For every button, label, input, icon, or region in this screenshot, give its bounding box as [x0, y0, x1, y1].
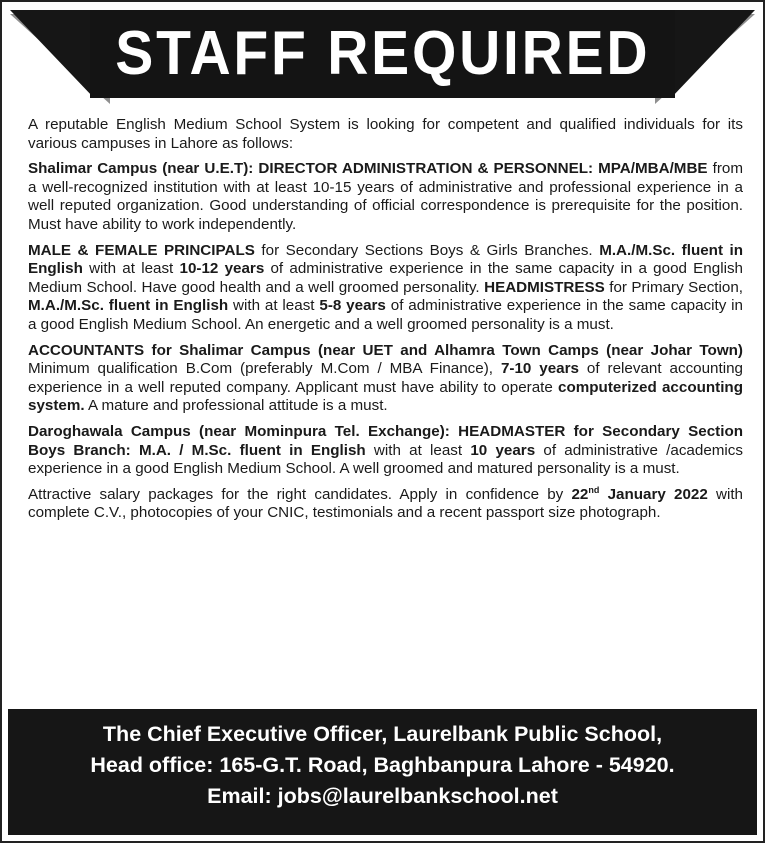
page-title: STAFF REQUIRED [114, 19, 651, 88]
intro-paragraph [28, 116, 743, 153]
accountants-text-2: of relevant accounting experience in a well reputed company. Applicant must have ability to operate [28, 360, 743, 396]
daroghawala-years: 10 years [470, 441, 536, 459]
apply-text-1: Attractive salary packages for the right candidates. Apply in confidence by [28, 485, 572, 503]
daroghawala-paragraph [28, 423, 743, 479]
principals-text-5: with at least [228, 297, 320, 315]
deadline-month-year: January 2022 [607, 485, 708, 503]
ad-body [28, 116, 743, 530]
footer-email: Email: jobs@laurelbankschool.net [207, 784, 558, 808]
deadline-day: 22 [571, 485, 589, 503]
accountants-system: computerized accounting system. [28, 378, 743, 415]
principals-text-3: of administrative experience in the same capacity in a good English Medium School. Have good health and a well groomed personality. [28, 260, 743, 296]
daroghawala-text-1: with at least [365, 441, 471, 459]
shalimar-text: from a well-recognized institution with at least 10-15 years of administrative and professional experience in a well reputed organization. Good understanding of official correspondence is prerequisite for the position. Must have ability to work independently. [28, 160, 743, 233]
banner-wedge-left [10, 10, 94, 98]
shalimar-heading: Shalimar Campus (near U.E.T): DIRECTOR ADMINISTRATION & PERSONNEL: MPA/MBA/MBE [28, 160, 708, 178]
accountants-years: 7-10 years [500, 360, 579, 378]
principals-text-2: with at least [82, 260, 180, 278]
headmistress-qualification: M.A./M.Sc. fluent in English [28, 297, 229, 315]
footer-addressee: The Chief Executive Officer, Laurelbank Public School, [102, 722, 663, 746]
accountants-text-3: A mature and professional attitude is a must. [84, 397, 388, 415]
apply-text-2: with complete C.V., photocopies of your CNIC, testimonials and a recent passport size photograph. [28, 485, 743, 522]
deadline-day-suffix: nd [588, 484, 600, 495]
principals-text-1: for Secondary Sections Boys & Girls Branches. [254, 241, 600, 259]
principals-qualification: M.A./M.Sc. fluent in English [28, 241, 744, 278]
principals-text-6: of administrative experience in the same capacity in a good English Medium School. An energetic and a well groomed personality is a must. [28, 297, 743, 333]
shalimar-paragraph [28, 160, 743, 234]
footer-address: Head office: 165-G.T. Road, Baghbanpura Lahore - 54920. [90, 753, 675, 777]
accountants-heading: ACCOUNTANTS for Shalimar Campus (near UET and Alhamra Town Camps (near Johar Town) [28, 341, 743, 359]
daroghawala-heading: Daroghawala Campus (near Mominpura Tel. Exchange): HEADMASTER for Secondary Section Boys Branch: M.A. / M.Sc. fluent in English [28, 422, 743, 459]
header-banner [2, 2, 763, 108]
contact-footer [8, 709, 757, 835]
daroghawala-text-2: of administrative /academics experience in a good English Medium School. A well groomed and matured personality is a must. [28, 441, 743, 478]
headmistress-years: 5-8 years [319, 297, 386, 315]
headmistress-heading: HEADMISTRESS [484, 278, 605, 296]
accountants-paragraph [28, 342, 743, 416]
apply-paragraph [28, 486, 743, 523]
principals-heading: MALE & FEMALE PRINCIPALS [28, 241, 255, 259]
banner-panel [90, 10, 675, 98]
intro-text: A reputable English Medium School System is looking for competent and qualified individuals for its various campuses in Lahore as follows: [28, 116, 743, 152]
principals-text-4: for Primary Section, [604, 278, 744, 296]
accountants-text-1: Minimum qualification B.Com (preferably M.Com / MBA Finance), [28, 360, 501, 378]
principals-paragraph [28, 242, 743, 335]
principals-years: 10-12 years [179, 260, 265, 278]
